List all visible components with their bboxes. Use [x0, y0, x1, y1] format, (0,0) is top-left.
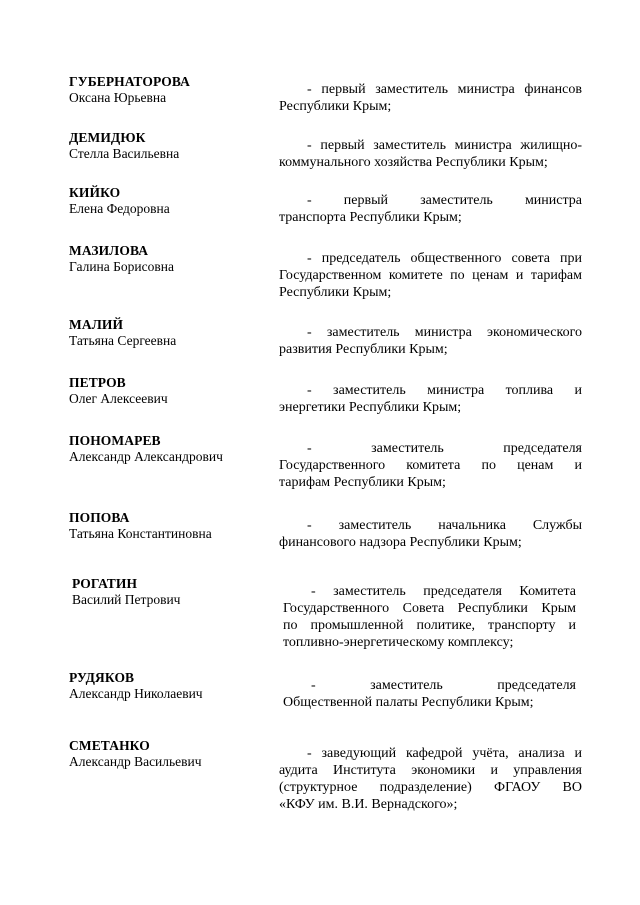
- position-line: Государственном комитете по ценам и тарифам: [279, 268, 582, 283]
- position-line: - заместитель председателя: [311, 678, 576, 693]
- member-given-name: Александр Александрович: [69, 449, 223, 464]
- member-position: [279, 745, 582, 813]
- position-line: тарифам Республики Крым;: [279, 475, 446, 490]
- member-name: [72, 576, 272, 608]
- position-line: топливно-энергетическому комплексу;: [283, 635, 514, 650]
- position-line: энергетики Республики Крым;: [279, 400, 462, 415]
- member-position: [283, 677, 576, 711]
- member-given-name: Василий Петрович: [72, 592, 181, 607]
- position-line: - первый заместитель министра финансов: [307, 82, 582, 97]
- member-given-name: Александр Николаевич: [69, 686, 203, 701]
- position-line: - заместитель начальника Службы: [307, 518, 582, 533]
- member-surname: ПОПОВА: [69, 510, 130, 525]
- position-line: - первый заместитель министра жилищно-: [307, 138, 582, 153]
- position-line: - заместитель председателя Комитета: [311, 584, 576, 599]
- member-surname: РУДЯКОВ: [69, 670, 135, 685]
- member-position: [279, 250, 582, 301]
- member-surname: ДЕМИДЮК: [69, 130, 146, 145]
- position-line: транспорта Республики Крым;: [279, 210, 462, 225]
- member-surname: МАЗИЛОВА: [69, 243, 149, 258]
- member-position: [279, 382, 582, 416]
- member-name: [69, 738, 269, 770]
- member-given-name: Олег Алексеевич: [69, 391, 168, 406]
- member-name: [69, 433, 269, 465]
- position-line: «КФУ им. В.И. Вернадского»;: [279, 797, 458, 812]
- position-line: развития Республики Крым;: [279, 342, 448, 357]
- position-line: Государственного Совета Республики Крым: [283, 601, 576, 616]
- position-line: Государственного комитета по ценам и: [279, 458, 582, 473]
- member-position: [279, 324, 582, 358]
- position-line: Республики Крым;: [279, 285, 392, 300]
- member-surname: СМЕТАНКО: [69, 738, 150, 753]
- member-surname: ПЕТРОВ: [69, 375, 126, 390]
- position-line: - заведующий кафедрой учёта, анализа и: [307, 746, 582, 761]
- position-line: - первый заместитель министра: [307, 193, 582, 208]
- position-line: - заместитель министра экономического: [307, 325, 582, 340]
- member-position: [279, 517, 582, 551]
- member-given-name: Елена Федоровна: [69, 201, 170, 216]
- member-position: [279, 81, 582, 115]
- position-line: - заместитель министра топлива и: [307, 383, 582, 398]
- member-surname: КИЙКО: [69, 185, 121, 200]
- position-line: аудита Института экономики и управления: [279, 763, 582, 778]
- member-given-name: Галина Борисовна: [69, 259, 174, 274]
- member-name: [69, 375, 269, 407]
- member-position: [279, 440, 582, 491]
- member-surname: МАЛИЙ: [69, 317, 124, 332]
- position-line: Общественной палаты Республики Крым;: [283, 695, 534, 710]
- member-name: [69, 510, 269, 542]
- position-line: - заместитель председателя: [307, 441, 582, 456]
- member-given-name: Татьяна Константиновна: [69, 526, 212, 541]
- member-given-name: Александр Васильевич: [69, 754, 202, 769]
- position-line: (структурное подразделение) ФГАОУ ВО: [279, 780, 582, 795]
- member-position: [283, 583, 576, 651]
- position-line: коммунального хозяйства Республики Крым;: [279, 155, 548, 170]
- member-position: [279, 192, 582, 226]
- member-name: [69, 670, 269, 702]
- position-line: Республики Крым;: [279, 99, 392, 114]
- member-surname: ПОНОМАРЕВ: [69, 433, 161, 448]
- member-position: [279, 137, 582, 171]
- member-given-name: Татьяна Сергеевна: [69, 333, 177, 348]
- member-name: [69, 243, 269, 275]
- member-surname: РОГАТИН: [72, 576, 138, 591]
- member-given-name: Оксана Юрьевна: [69, 90, 167, 105]
- member-name: [69, 317, 269, 349]
- position-line: по промышленной политике, транспорту и: [283, 618, 576, 633]
- member-name: [69, 130, 269, 162]
- member-name: [69, 74, 269, 106]
- position-line: - председатель общественного совета при: [307, 251, 582, 266]
- member-surname: ГУБЕРНАТОРОВА: [69, 74, 190, 89]
- member-name: [69, 185, 269, 217]
- position-line: финансового надзора Республики Крым;: [279, 535, 522, 550]
- member-given-name: Стелла Васильевна: [69, 146, 180, 161]
